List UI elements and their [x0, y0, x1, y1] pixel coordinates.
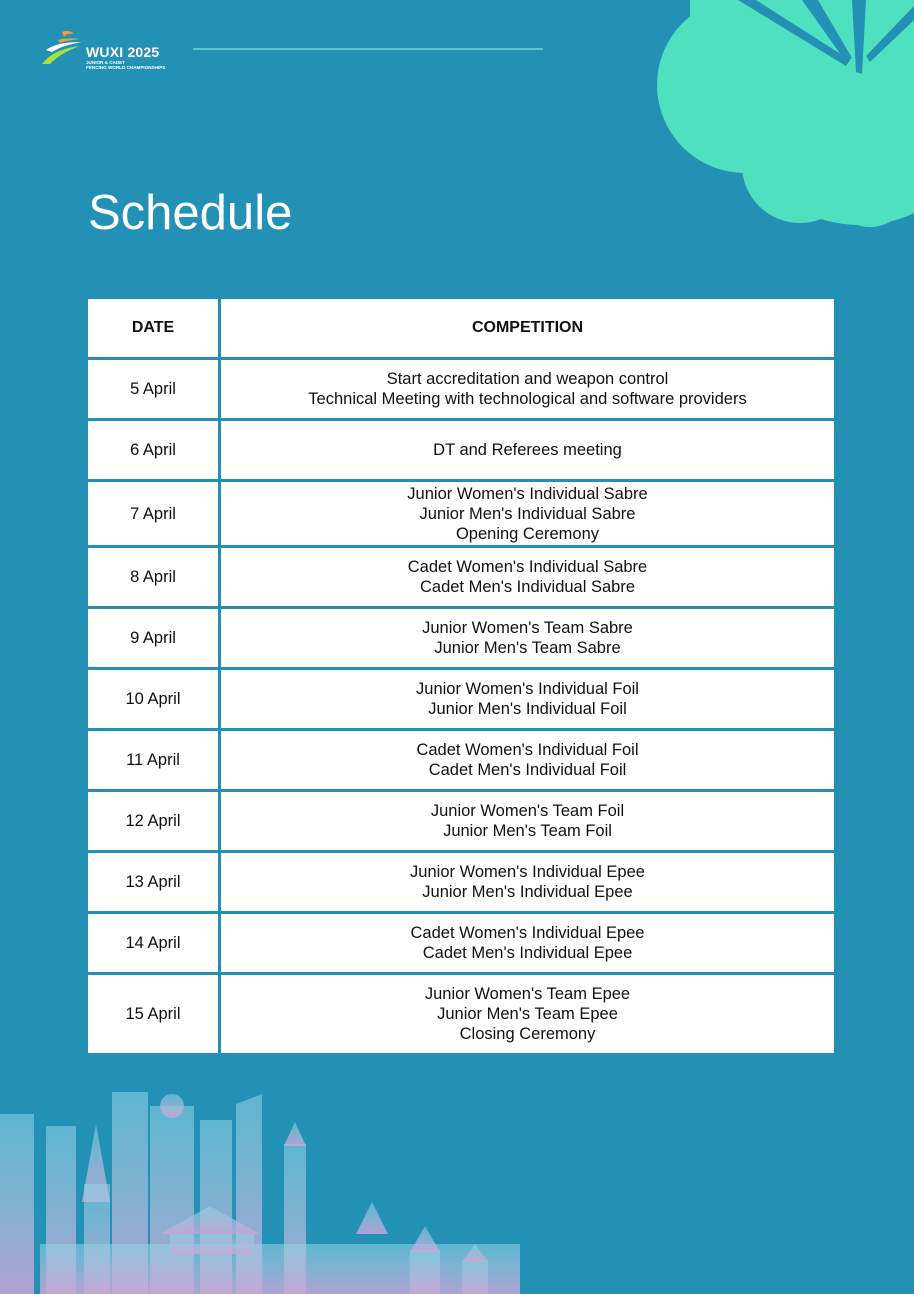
competition-cell	[220, 791, 835, 852]
header-divider	[193, 48, 543, 50]
date-cell: 10 April	[88, 669, 220, 730]
event-line: Junior Men's Team Foil	[443, 822, 612, 840]
date-cell: 15 April	[88, 974, 220, 1053]
table-row	[88, 420, 834, 481]
event-line: Junior Men's Team Sabre	[434, 639, 621, 657]
table-row	[88, 481, 834, 547]
column-header-competition: COMPETITION	[220, 299, 835, 359]
table-header-row	[88, 299, 834, 359]
event-line: Junior Men's Team Epee	[437, 1004, 618, 1023]
event-line: Start accreditation and weapon control	[386, 370, 669, 388]
logo-subtitle-line: FENCING WORLD CHAMPIONSHIPS	[86, 65, 166, 71]
competition-cell	[220, 974, 835, 1053]
page-title: Schedule	[88, 186, 293, 240]
event-line: Junior Women's Team Epee	[424, 984, 631, 1003]
date-cell: 11 April	[88, 730, 220, 791]
event-line: Junior Women's Individual Sabre	[407, 484, 648, 503]
event-line: Junior Men's Individual Epee	[422, 883, 633, 901]
logo-subtitle	[86, 60, 196, 71]
event-line: Junior Women's Team Sabre	[422, 619, 633, 637]
column-header-date: DATE	[88, 299, 220, 359]
event-line: Cadet Men's Individual Sabre	[419, 578, 636, 596]
event-line: Closing Ceremony	[459, 1024, 596, 1043]
date-cell: 8 April	[88, 547, 220, 608]
event-line: Cadet Women's Individual Sabre	[407, 558, 648, 576]
table-row	[88, 974, 834, 1053]
event-line: Junior Women's Individual Epee	[410, 863, 645, 881]
competition-cell	[220, 730, 835, 791]
event-line: Cadet Men's Individual Foil	[428, 761, 627, 779]
date-cell: 13 April	[88, 852, 220, 913]
event-logo	[40, 26, 190, 76]
table-row	[88, 791, 834, 852]
fencer-logo-icon	[40, 28, 86, 68]
event-line: Junior Women's Individual Foil	[416, 680, 639, 698]
competition-cell	[220, 420, 835, 481]
event-line: Opening Ceremony	[455, 524, 600, 543]
date-cell: 6 April	[88, 420, 220, 481]
date-cell: 7 April	[88, 481, 220, 547]
event-line: Cadet Women's Individual Epee	[410, 924, 645, 942]
table-row	[88, 913, 834, 974]
event-line: Junior Men's Individual Sabre	[419, 504, 636, 523]
schedule-table	[88, 299, 834, 1053]
table-row	[88, 608, 834, 669]
date-cell: 12 April	[88, 791, 220, 852]
table-row	[88, 547, 834, 608]
logo-subtitle-line: JUNIOR & CADET	[86, 60, 126, 65]
event-line: Junior Men's Individual Foil	[428, 700, 627, 718]
competition-cell	[220, 608, 835, 669]
table-row	[88, 730, 834, 791]
table-row	[88, 359, 834, 420]
event-line: Cadet Men's Individual Epee	[422, 944, 633, 962]
logo-title: WUXI 2025	[86, 44, 160, 60]
competition-cell	[220, 852, 835, 913]
date-cell: 9 April	[88, 608, 220, 669]
event-line: Cadet Women's Individual Foil	[416, 741, 639, 759]
date-cell: 14 April	[88, 913, 220, 974]
table-row	[88, 852, 834, 913]
event-line: Technical Meeting with technological and software providers	[308, 390, 747, 408]
date-cell: 5 April	[88, 359, 220, 420]
event-line: DT and Referees meeting	[433, 441, 622, 459]
competition-cell	[220, 913, 835, 974]
competition-cell	[220, 481, 835, 547]
event-line: Junior Women's Team Foil	[430, 802, 625, 820]
competition-cell	[220, 547, 835, 608]
city-skyline-illustration	[0, 1084, 520, 1294]
competition-cell	[220, 669, 835, 730]
competition-cell	[220, 359, 835, 420]
table-row	[88, 669, 834, 730]
